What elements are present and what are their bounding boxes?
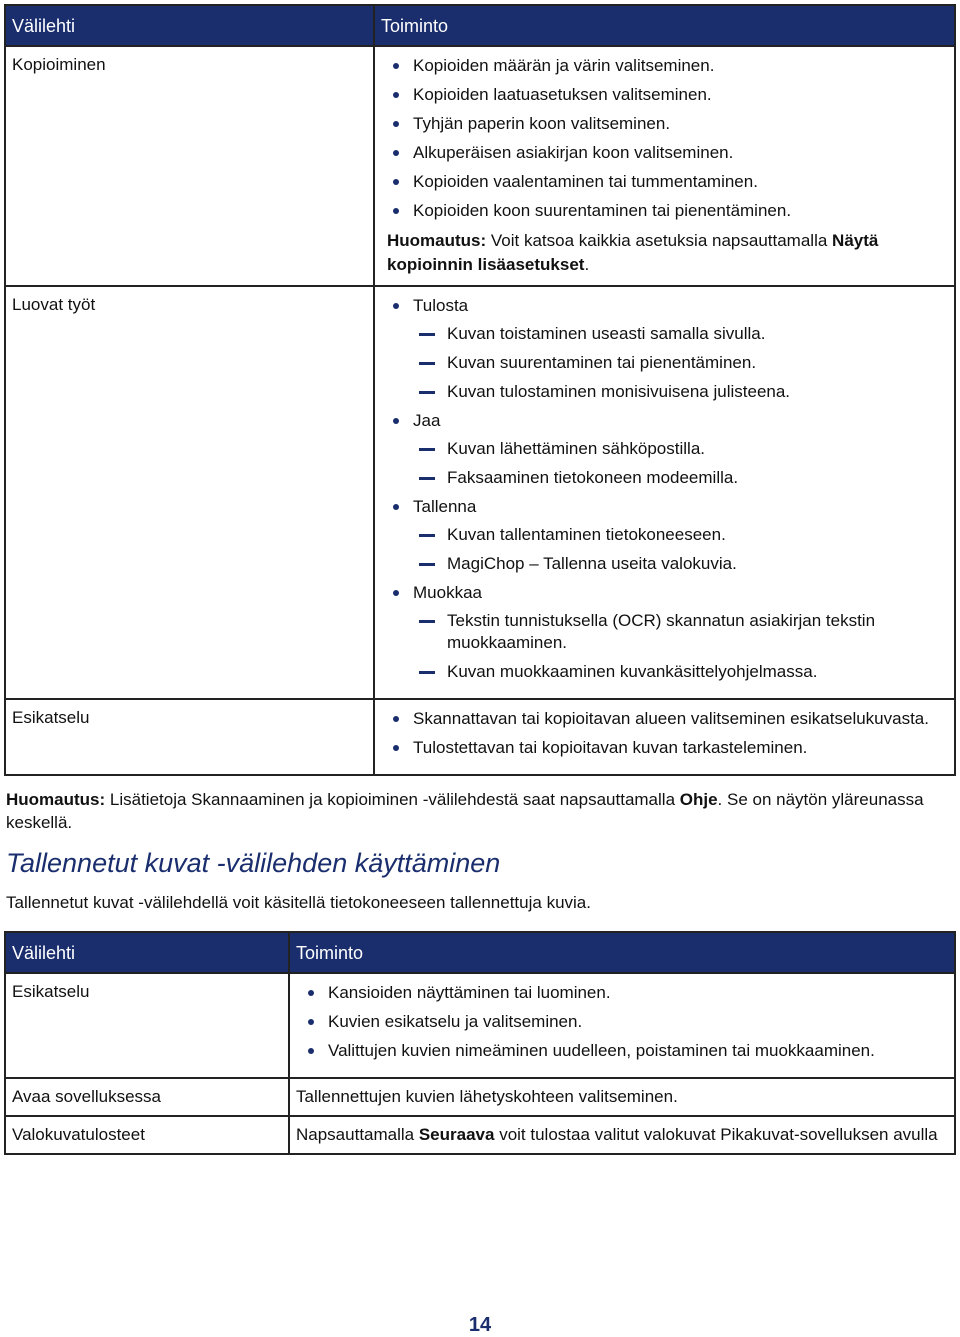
table-row [5, 1078, 955, 1116]
header-tab: Välilehti [5, 5, 374, 46]
sub-item: Kuvan toistaminen useasti samalla sivulla. [413, 323, 948, 345]
list-item: Kuvien esikatselu ja valitseminen. [296, 1011, 948, 1033]
list-item: Alkuperäisen asiakirjan koon valitseminen. [381, 142, 948, 164]
group-label: Tallenna [413, 497, 477, 516]
tab-name: Valokuvatulosteet [5, 1116, 289, 1154]
features-table [4, 4, 956, 776]
table-row [5, 46, 955, 286]
pre-text: Napsauttamalla [296, 1125, 419, 1144]
list-item: Kopioiden vaalentaminen tai tummentaminen. [381, 171, 948, 193]
tab-name: Avaa sovelluksessa [5, 1078, 289, 1116]
action-cell [374, 286, 955, 699]
tab-name: Luovat työt [5, 286, 374, 699]
group-label: Tulosta [413, 296, 469, 315]
sub-item: Kuvan muokkaaminen kuvankäsittelyohjelmassa. [413, 661, 948, 683]
note-text: Voit katsoa kaikkia asetuksia napsauttamalla [486, 231, 833, 250]
help-note [6, 788, 954, 834]
list-item: Kopioiden laatuasetuksen valitseminen. [381, 84, 948, 106]
page-number: 14 [468, 1314, 492, 1336]
table-row [5, 1116, 955, 1154]
action-cell [289, 973, 955, 1078]
sub-item: Kuvan lähettäminen sähköpostilla. [413, 438, 948, 460]
bold-text: Seuraava [418, 1125, 495, 1144]
group-label: Jaa [413, 411, 441, 430]
action-cell: Tallennettujen kuvien lähetyskohteen valitseminen. [289, 1078, 955, 1116]
sub-item: Faksaaminen tietokoneen modeemilla. [413, 467, 948, 489]
note-bold: Näytä kopioinnin lisäasetukset [387, 231, 879, 274]
saved-images-table [4, 931, 956, 1155]
note-end: . Se on näytön yläreunassa keskellä. [6, 790, 924, 832]
note-bold: Ohje [679, 790, 718, 809]
list-item: Kopioiden koon suurentaminen tai pienentäminen. [381, 200, 948, 222]
list-item: Kansioiden näyttäminen tai luominen. [296, 982, 948, 1004]
action-cell [374, 699, 955, 775]
note [381, 229, 948, 277]
sub-item: Kuvan tallentaminen tietokoneeseen. [413, 524, 948, 546]
action-cell [289, 1116, 955, 1154]
intro-text: Tallennetut kuvat -välilehdellä voit käsitellä tietokoneeseen tallennettuja kuvia. [6, 893, 591, 912]
group-label: Muokkaa [413, 583, 482, 602]
header-tab: Välilehti [5, 932, 289, 973]
list-item [381, 582, 948, 683]
sub-item: Tekstin tunnistuksella (OCR) skannatun asiakirjan tekstin muokkaaminen. [413, 610, 948, 654]
table-row [5, 286, 955, 699]
note-end: . [584, 255, 590, 274]
tab-name: Esikatselu [5, 699, 374, 775]
header-action: Toiminto [289, 932, 955, 973]
post-text: voit tulostaa valitut valokuvat Pikakuvat-sovelluksen avulla [494, 1125, 938, 1144]
action-cell [374, 46, 955, 286]
note-text: Lisätietoja Skannaaminen ja kopioiminen -välilehdestä saat napsauttamalla [105, 790, 680, 809]
tab-name: Kopioiminen [5, 46, 374, 286]
list-item: Skannattavan tai kopioitavan alueen valitseminen esikatselukuvasta. [381, 708, 948, 730]
list-item: Kopioiden määrän ja värin valitseminen. [381, 55, 948, 77]
table-row [5, 699, 955, 775]
note-label: Huomautus: [6, 790, 106, 809]
list-item [381, 496, 948, 575]
list-item [381, 295, 948, 403]
sub-item: Kuvan suurentaminen tai pienentäminen. [413, 352, 948, 374]
sub-item: Kuvan tulostaminen monisivuisena julisteena. [413, 381, 948, 403]
list-item: Valittujen kuvien nimeäminen uudelleen, poistaminen tai muokkaaminen. [296, 1040, 948, 1062]
section-heading: Tallennetut kuvat -välilehden käyttäminen [6, 848, 501, 878]
note-label: Huomautus: [387, 231, 487, 250]
list-item [381, 410, 948, 489]
sub-item: MagiChop – Tallenna useita valokuvia. [413, 553, 948, 575]
tab-name: Esikatselu [5, 973, 289, 1078]
list-item: Tulostettavan tai kopioitavan kuvan tarkasteleminen. [381, 737, 948, 759]
list-item: Tyhjän paperin koon valitseminen. [381, 113, 948, 135]
table-row [5, 973, 955, 1078]
header-action: Toiminto [374, 5, 955, 46]
